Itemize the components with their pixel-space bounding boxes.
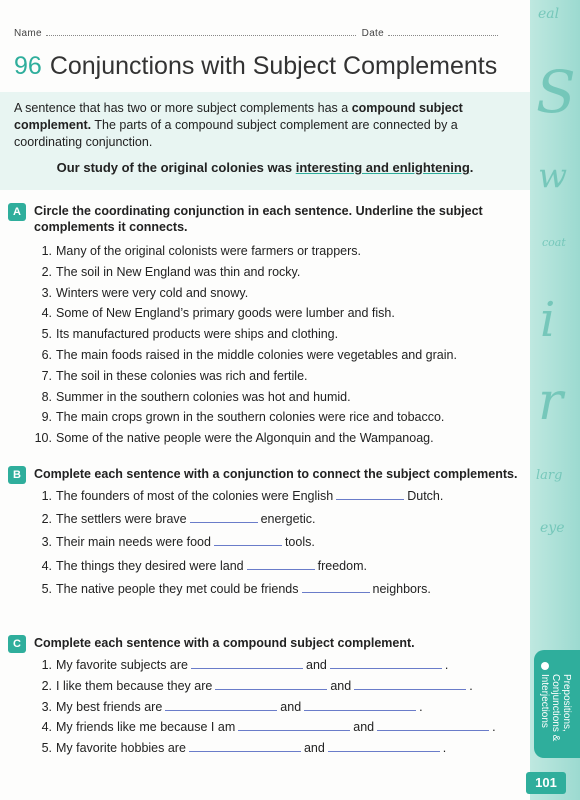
item-text: . [444, 658, 449, 672]
side-band-word: r [538, 372, 563, 432]
item-text: The things they desired were land [56, 558, 244, 573]
item-text: I like them because they are [56, 678, 213, 693]
item-text: Its manufactured products were ships and clothing. [56, 327, 339, 342]
item-text: My best friends are [56, 699, 163, 714]
answer-blank[interactable] [215, 680, 327, 690]
item-number: 2. [41, 678, 52, 693]
answer-blank[interactable] [328, 742, 440, 752]
item-number: 3. [41, 699, 52, 714]
item-number: 9. [41, 410, 52, 425]
definition-term: compound subject complement. [14, 101, 463, 132]
answer-blank[interactable] [214, 536, 282, 546]
name-field[interactable] [46, 28, 356, 36]
section-badge: B [8, 466, 26, 484]
name-date-line [14, 28, 504, 39]
side-band-word: eye [540, 520, 565, 536]
side-band-word: S [536, 58, 576, 126]
item-number: 7. [41, 368, 52, 383]
item-text: and [306, 658, 327, 672]
lesson-number: 96 [14, 52, 42, 80]
item-number: 1. [41, 489, 52, 503]
date-field[interactable] [388, 28, 498, 36]
item-text: . [419, 699, 423, 714]
example-text: Our study of the original colonies was [56, 160, 296, 175]
bullet-icon [541, 662, 549, 670]
item-text: The soil in these colonies was rich and fertile. [56, 368, 308, 383]
answer-blank[interactable] [377, 721, 489, 731]
item-number: 5. [41, 581, 52, 596]
item-text: and [303, 741, 325, 756]
item-text: tools. [284, 535, 315, 550]
chapter-tab-label: Prepositions, Conjunctions & Interjections [539, 674, 572, 742]
exercise-item[interactable] [0, 262, 530, 283]
item-text: The founders of most of the colonies were English [56, 489, 334, 503]
answer-blank[interactable] [190, 513, 258, 523]
answer-blank[interactable] [191, 659, 303, 669]
chapter-side-tab [534, 650, 580, 758]
exercise-item[interactable] [0, 241, 530, 262]
item-text: . [442, 741, 447, 756]
example-text: . [469, 160, 474, 175]
item-text: Dutch. [407, 489, 444, 503]
section-b-list [0, 486, 530, 602]
side-band-word: w [538, 156, 568, 196]
exercise-item[interactable] [0, 303, 530, 324]
item-text: Many of the original colonists were farmers or trappers. [56, 244, 361, 258]
item-number: 4. [41, 306, 52, 321]
instructions-text: Complete each sentence with a conjunction to connect the subject complements. [34, 467, 518, 481]
intro-definition-box [0, 92, 530, 190]
item-text: freedom. [317, 558, 367, 573]
answer-blank[interactable] [189, 742, 301, 752]
section-a [0, 203, 530, 449]
definition-text: The parts of a compound subject complement are connected by a coordinating conjunction. [14, 118, 458, 149]
item-text: The soil in New England was thin and rocky. [56, 264, 301, 279]
section-badge: A [8, 203, 26, 221]
answer-blank[interactable] [247, 560, 315, 570]
exercise-item[interactable] [0, 345, 530, 366]
exercise-item [0, 655, 530, 676]
example-underlined: interesting and enlightening [295, 160, 470, 175]
item-number: 1. [41, 244, 52, 258]
item-text: and [280, 699, 302, 714]
exercise-item [0, 738, 530, 759]
exercise-item [0, 697, 530, 718]
exercise-item[interactable] [0, 324, 530, 345]
item-text: Their main needs were food [56, 535, 211, 550]
item-text: The main foods raised in the middle colonies were vegetables and grain. [56, 347, 457, 362]
date-label: Date [361, 28, 384, 39]
exercise-item [0, 579, 530, 602]
page-title [14, 52, 514, 81]
instructions-text: Complete each sentence with a compound subject complement. [34, 636, 415, 650]
item-number: 3. [41, 285, 52, 300]
side-band-word: i [540, 292, 556, 348]
item-text: The native people they met could be friends [56, 581, 299, 596]
exercise-item [0, 717, 530, 738]
item-text: energetic. [260, 512, 316, 527]
section-b-instructions [0, 466, 530, 482]
exercise-item [0, 676, 530, 697]
lesson-title: Conjunctions with Subject Complements [49, 52, 498, 80]
item-text: . [492, 720, 496, 735]
answer-blank[interactable] [165, 701, 277, 711]
item-number: 3. [41, 535, 52, 550]
answer-blank[interactable] [304, 701, 416, 711]
item-text: neighbors. [372, 581, 431, 596]
item-text: My friends like me because I am [56, 720, 236, 735]
exercise-item[interactable] [0, 428, 530, 449]
answer-blank[interactable] [238, 721, 350, 731]
exercise-item[interactable] [0, 407, 530, 428]
item-text: My favorite subjects are [56, 658, 188, 672]
exercise-item[interactable] [0, 387, 530, 408]
side-band-word: eal [538, 6, 560, 22]
section-c [0, 635, 530, 759]
item-text: Summer in the southern colonies was hot and humid. [56, 389, 351, 404]
page-number: 101 [526, 772, 566, 794]
item-number: 1. [41, 658, 52, 672]
answer-blank[interactable] [354, 680, 466, 690]
item-text: The main crops grown in the southern colonies were rice and tobacco. [56, 410, 445, 425]
side-band-word: coat [542, 236, 566, 249]
item-text: Some of New England’s primary goods were lumber and fish. [56, 306, 395, 321]
example-sentence [14, 159, 516, 176]
side-band-word: larg [536, 468, 563, 483]
item-text: My favorite hobbies are [56, 741, 186, 756]
exercise-item[interactable] [0, 366, 530, 387]
section-c-instructions [0, 635, 530, 651]
section-c-list [0, 655, 530, 759]
item-text: The settlers were brave [56, 512, 187, 527]
name-label: Name [14, 28, 42, 39]
section-badge: C [8, 635, 26, 653]
answer-blank[interactable] [330, 659, 442, 669]
definition-paragraph [14, 100, 516, 151]
answer-blank[interactable] [336, 490, 404, 500]
item-number: 5. [41, 327, 52, 342]
exercise-item [0, 509, 530, 532]
exercise-item [0, 556, 530, 579]
item-number: 5. [41, 741, 52, 756]
instructions-text: Circle the coordinating conjunction in each sentence. Underline the subject complements it connects. [34, 204, 483, 234]
item-number: 2. [41, 264, 52, 279]
item-text: . [469, 678, 473, 693]
item-number: 4. [41, 558, 52, 573]
item-text: Winters were very cold and snowy. [56, 285, 249, 300]
item-number: 4. [41, 720, 52, 735]
exercise-item [0, 532, 530, 555]
item-text: and [330, 678, 352, 693]
exercise-item [0, 486, 530, 509]
item-number: 6. [41, 347, 52, 362]
item-number: 2. [41, 512, 52, 527]
section-a-instructions [0, 203, 530, 235]
section-b [0, 466, 530, 602]
definition-text: A sentence that has two or more subject complements has a [14, 101, 352, 115]
item-text: Some of the native people were the Algonquin and the Wampanoag. [56, 431, 434, 446]
item-number: 10. [34, 431, 52, 446]
exercise-item[interactable] [0, 283, 530, 304]
answer-blank[interactable] [302, 583, 370, 593]
section-a-list [0, 241, 530, 449]
item-text: and [353, 720, 375, 735]
item-number: 8. [41, 389, 52, 404]
